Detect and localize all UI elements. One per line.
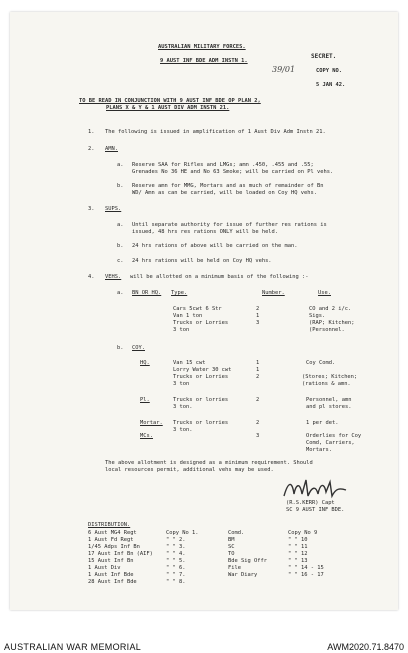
para-3c-label: c.: [117, 258, 124, 264]
table-cell-type: 3 ton: [173, 381, 190, 387]
para-3a-line-2: issued, 48 hrs res rations ONLY will be held.: [132, 229, 279, 235]
table-cell-number: 2: [256, 420, 260, 426]
table-cell-type: Trucks or lorries: [173, 420, 229, 426]
use-column-header: Use.: [318, 290, 331, 296]
note-line-2: local resources permit, additional vehs may be used.: [105, 467, 274, 473]
table-cell-type: Cars 5cwt 6 Str: [173, 306, 222, 312]
bn-hq-heading: BN OR HQ.: [132, 290, 162, 296]
para-2b-line-2: WD/ Amn as can be carried, will be loaded on Coy HQ vehs.: [132, 190, 317, 196]
para-3a-line-1: Until separate authority for issue of further res rations is: [132, 222, 327, 228]
para-3a-label: a.: [117, 222, 124, 228]
table-cell-use: Comd, Carriers,: [306, 440, 355, 446]
para-2b-line-1: Reserve amn for MMG, Mortars and as much of remainder of Bn: [132, 183, 324, 189]
archive-footer: [0, 612, 408, 653]
coy-subheading-mcs: MCs.: [140, 433, 153, 439]
distribution-copy-number: " " 2.: [166, 537, 186, 543]
distribution-unit: 1 Aust Div: [88, 565, 121, 571]
signatory-name: (R.S.KERR) Capt: [286, 500, 335, 506]
para-3b-line-1: 24 hrs rations of above will be carried on the man.: [132, 243, 298, 249]
table-cell-type: 3 ton.: [173, 427, 193, 433]
para-4-heading: VEHS.: [105, 274, 122, 280]
distribution-copy-number: " " 8.: [166, 579, 186, 585]
para-4-intro: will be allotted on a minimum basis of the following :-: [130, 274, 309, 280]
table-cell-number: 2: [256, 306, 260, 312]
distribution-unit: Comd.: [228, 530, 245, 536]
table-cell-number: 2: [256, 374, 260, 380]
coy-heading: COY.: [132, 345, 145, 351]
table-cell-use: Coy Comd.: [306, 360, 336, 366]
para-2-heading: AMN.: [105, 146, 118, 152]
distribution-copy-number: " " 3.: [166, 544, 186, 550]
para-4b-label: b.: [117, 345, 124, 351]
table-cell-use: Personnel, amn: [306, 397, 352, 403]
table-cell-number: 3: [256, 433, 260, 439]
intro-line-1: TO BE READ IN CONJUNCTION WITH 9 AUST INF BDE OP PLAN 2,: [79, 98, 261, 104]
distribution-copy-number: Copy No 9: [288, 530, 318, 536]
distribution-copy-number: " " 11: [288, 544, 308, 550]
table-cell-number: 1: [256, 367, 260, 373]
distribution-copy-number: " " 10: [288, 537, 308, 543]
distribution-copy-number: Copy No 1.: [166, 530, 199, 536]
distribution-unit: 28 Aust Inf Bde: [88, 579, 137, 585]
org-heading: AUSTRALIAN MILITARY FORCES.: [158, 44, 246, 50]
para-2-number: 2.: [88, 146, 95, 152]
para-2a-line-2: Grenades No 36 HE and No 63 Smoke; will be carried on Pl vehs.: [132, 169, 334, 175]
distribution-copy-number: " " 12: [288, 551, 308, 557]
distribution-copy-number: " " 16 - 17: [288, 572, 324, 578]
table-cell-use: 1 per det.: [306, 420, 339, 426]
para-4a-label: a.: [117, 290, 124, 296]
distribution-copy-number: " " 6.: [166, 565, 186, 571]
para-3-heading: SUPS.: [105, 206, 122, 212]
distribution-unit: 1 Aust Inf Bde: [88, 572, 134, 578]
distribution-copy-number: " " 14 - 15: [288, 565, 324, 571]
table-cell-use: (Personnel.: [309, 327, 345, 333]
table-cell-use: (rations & amn.: [302, 381, 351, 387]
coy-subheading-hq: HQ.: [140, 360, 150, 366]
table-cell-use: Mortars.: [306, 447, 332, 453]
archive-reference: AWM2020.71.8470: [327, 642, 404, 652]
coy-subheading-pl: Pl.: [140, 397, 150, 403]
table-cell-use: (Stores; Kitchen;: [302, 374, 358, 380]
para-3-number: 3.: [88, 206, 95, 212]
distribution-unit: 17 Aust Inf Bn (AIF): [88, 551, 153, 557]
distribution-unit: Bde Sig Offr: [228, 558, 267, 564]
para-1-text: The following is issued in amplification of 1 Aust Div Adm Instn 21.: [105, 129, 326, 135]
table-cell-use: Orderlies for Coy: [306, 433, 362, 439]
distribution-unit: BM: [228, 537, 235, 543]
distribution-copy-number: " " 13: [288, 558, 308, 564]
table-cell-type: 3 ton: [173, 327, 190, 333]
para-3b-label: b.: [117, 243, 124, 249]
table-cell-type: Lorry Water 30 cwt: [173, 367, 232, 373]
table-cell-number: 1: [256, 313, 260, 319]
para-2a-label: a.: [117, 162, 124, 168]
distribution-unit: War Diary: [228, 572, 258, 578]
table-cell-type: Trucks or Lorries: [173, 320, 229, 326]
instruction-title: 9 AUST INF BDE ADM INSTN 1.: [160, 58, 248, 64]
type-column-header: Type.: [171, 290, 188, 296]
table-cell-number: 3: [256, 320, 260, 326]
para-1-number: 1.: [88, 129, 95, 135]
table-cell-type: 3 ton.: [173, 404, 193, 410]
table-cell-use: Sigs.: [309, 313, 326, 319]
distribution-unit: TO: [228, 551, 235, 557]
para-3c-line-1: 24 hrs rations will be held on Coy HQ vehs.: [132, 258, 272, 264]
para-2b-label: b.: [117, 183, 124, 189]
note-line-1: The above allotment is designed as a minimum requirement. Should: [105, 460, 313, 466]
distribution-unit: File: [228, 565, 241, 571]
coy-subheading-mortar: Mortar.: [140, 420, 163, 426]
distribution-unit: 1 Aust Fd Regt: [88, 537, 134, 543]
para-4-number: 4.: [88, 274, 95, 280]
distribution-copy-number: " " 7.: [166, 572, 186, 578]
distribution-copy-number: " " 5.: [166, 558, 186, 564]
table-cell-use: CO and 2 i/c.: [309, 306, 352, 312]
table-cell-use: (RAP; Kitchen;: [309, 320, 355, 326]
distribution-copy-number: " " 4.: [166, 551, 186, 557]
intro-line-2: PLANS X & Y & 1 AUST DIV ADM INSTN 21.: [106, 105, 230, 111]
distribution-heading: DISTRIBUTION.: [88, 522, 131, 528]
table-cell-type: Trucks or lorries: [173, 397, 229, 403]
table-cell-type: Trucks or Lorries: [173, 374, 229, 380]
number-column-header: Number.: [262, 290, 285, 296]
distribution-unit: 1/45 Adps Inf Bn: [88, 544, 140, 550]
handwritten-reference: 39/01: [272, 65, 296, 74]
table-cell-number: 2: [256, 397, 260, 403]
document-page: [10, 12, 398, 610]
table-cell-number: 1: [256, 360, 260, 366]
copy-number-label: COPY NO.: [316, 68, 342, 74]
classification-label: SECRET.: [311, 53, 337, 60]
distribution-unit: 15 Aust Inf Bn: [88, 558, 134, 564]
distribution-unit: 6 Aust MG4 Regt: [88, 530, 137, 536]
distribution-unit: SC: [228, 544, 235, 550]
table-cell-use: and pl stores.: [306, 404, 352, 410]
para-2a-line-1: Reserve SAA for Rifles and LMGs; amn .450, .455 and .55;: [132, 162, 314, 168]
document-date: 5 JAN 42.: [316, 82, 346, 88]
table-cell-type: Van 1 ton: [173, 313, 203, 319]
table-cell-type: Van 15 cwt: [173, 360, 206, 366]
archive-source: AUSTRALIAN WAR MEMORIAL: [4, 642, 142, 652]
signatory-title: SC 9 AUST INF BDE.: [286, 507, 345, 513]
